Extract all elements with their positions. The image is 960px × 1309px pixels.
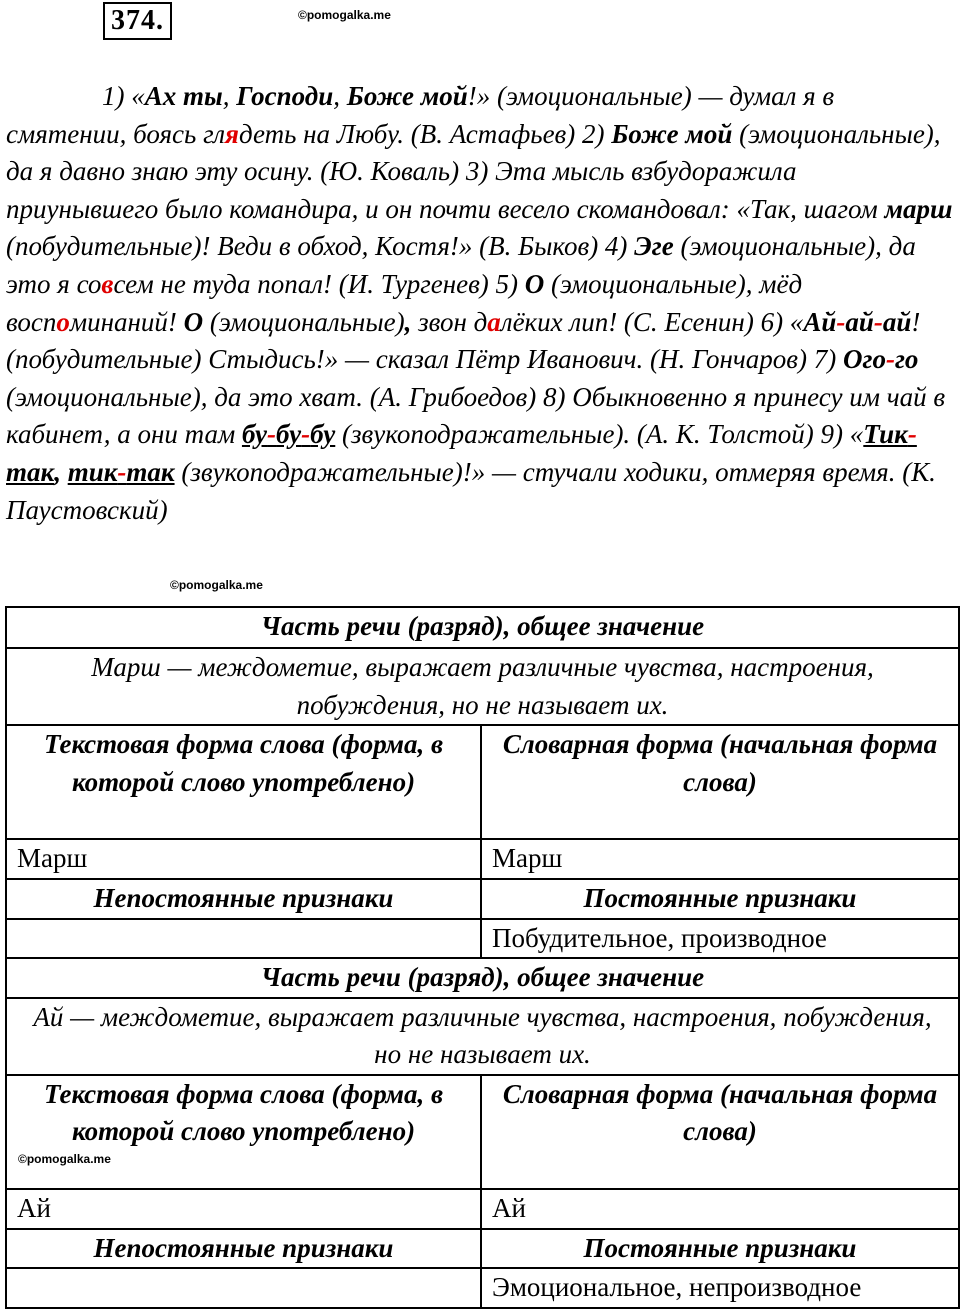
text-segment: (эмоциональные), да это хват. (А. Грибоедов) 8) Обыкновенно я принесу им чай в кабинет, а они там — [6, 381, 946, 450]
dict-form-header: Словарная форма (начальная форма слова) — [481, 725, 959, 839]
text-segment: (эмоциональные) — [203, 306, 405, 337]
pos-header: Часть речи (разряд), общее значение — [6, 607, 959, 648]
text-segment: 1) « — [102, 81, 145, 111]
interjection: Тик — [863, 419, 908, 450]
text-segment: (эмоциональные), да я давно знаю эту осину. (Ю. Коваль) 3) Эта мысль взбудоражила приунывшего было командира, и он почти весело скомандовал: «Так, шагом — [6, 118, 941, 224]
interjection: го — [894, 344, 919, 375]
dict-form-value: Ай — [481, 1189, 959, 1229]
highlighted-letter: в — [101, 268, 114, 299]
interjection: так — [6, 456, 55, 487]
interjection: бу — [276, 419, 302, 450]
dict-form-value: Марш — [481, 839, 959, 879]
interjection: О — [524, 268, 545, 299]
const-header: Постоянные признаки — [481, 1229, 959, 1269]
nonconst-header: Непостоянные признаки — [6, 1229, 481, 1269]
pos-description: Марш — междометие, выражает различные чувства, настроения, побуждения, но не называет их. — [6, 648, 959, 725]
text-segment: деть на Любу. (В. Астафьев) 2) — [238, 118, 612, 149]
highlighted-hyphen: - — [907, 419, 917, 450]
interjection: тик — [67, 456, 118, 487]
interjection: марш — [884, 193, 953, 224]
text-segment: , — [333, 81, 347, 111]
pos-header: Часть речи (разряд), общее значение — [6, 958, 959, 998]
text-segment: звон д — [411, 306, 488, 337]
text-segment: (побудительные)! Веди в обход, Костя!» (В. Быков) 4) — [6, 231, 635, 262]
highlighted-letter: о — [56, 306, 70, 337]
text-segment: !» (эмоциональные) — думал я в смятении, боясь гл — [6, 81, 835, 149]
interjection: так — [126, 456, 175, 487]
watermark-bottom: ©pomogalka.me — [18, 1152, 111, 1166]
dict-form-header: Словарная форма (начальная форма слова) — [481, 1075, 959, 1189]
exercise-text — [6, 78, 954, 529]
interjection: бу — [310, 419, 336, 450]
text-segment: (эмоциональные), мёд восп — [6, 268, 803, 337]
nonconst-value — [6, 1268, 481, 1308]
text-segment: лёких лип! (С. Есенин) 6) « — [500, 306, 804, 337]
highlighted-hyphen: - — [117, 456, 127, 487]
interjection: О — [183, 306, 204, 337]
highlighted-hyphen: - — [885, 344, 895, 375]
text-segment: ! (побудительные) Стыдись!» — сказал Пётр Иванович. (Н. Гончаров) 7) — [6, 306, 921, 375]
underlined-interjection — [68, 457, 175, 487]
text-form-header: Текстовая форма слова (форма, в которой слово употреблено) — [6, 725, 481, 839]
interjection: Ай — [803, 306, 837, 337]
text-form-value: Марш — [6, 839, 481, 879]
text-segment: (звукоподражательные)!» — стучали ходики, отмеряя время. (К. Паустовский) — [6, 456, 936, 525]
bold-comma: , — [54, 456, 68, 487]
highlighted-hyphen: - — [836, 306, 846, 337]
text-segment: сем не туда попал! (И. Тургенев) 5) — [113, 268, 525, 299]
interjection: Боже мой — [611, 118, 733, 149]
text-segment: (эмоциональные), да это я со — [6, 231, 916, 299]
interjection: Ах ты — [144, 81, 223, 111]
highlighted-hyphen: - — [873, 306, 883, 337]
watermark-middle: ©pomogalka.me — [170, 578, 263, 592]
text-segment: минаний! — [69, 306, 184, 337]
text-segment: (звукоподражательные). (А. К. Толстой) 9) « — [335, 419, 864, 450]
highlighted-hyphen: - — [267, 419, 277, 450]
bold-comma: , — [404, 306, 412, 337]
interjection: бу — [241, 419, 268, 450]
morphology-table — [5, 606, 960, 1309]
const-value: Эмоциональное, непроизводное — [481, 1268, 959, 1308]
const-header: Постоянные признаки — [481, 879, 959, 919]
const-value: Побудительное, производное — [481, 919, 959, 959]
interjection: ай — [845, 306, 874, 337]
interjection: Боже мой — [346, 81, 468, 111]
pos-description: Ай — междометие, выражает различные чувства, настроения, побуждения, но не называет их. — [6, 998, 959, 1075]
nonconst-header: Непостоянные признаки — [6, 879, 481, 919]
interjection: Господи — [236, 81, 334, 111]
interjection: ай — [882, 306, 912, 337]
watermark-top: ©pomogalka.me — [298, 8, 391, 22]
highlighted-letter: а — [487, 306, 501, 337]
interjection: Эге — [634, 231, 674, 262]
text-form-header: Текстовая форма слова (форма, в которой слово употреблено) — [6, 1075, 481, 1189]
highlighted-hyphen: - — [301, 419, 311, 450]
text-segment: , — [222, 81, 237, 111]
underlined-interjection — [242, 419, 335, 449]
exercise-number: 374. — [103, 2, 172, 40]
highlighted-letter: я — [225, 118, 239, 149]
interjection: Ого — [843, 344, 886, 375]
text-form-value: Ай — [6, 1189, 481, 1229]
nonconst-value — [6, 919, 481, 959]
